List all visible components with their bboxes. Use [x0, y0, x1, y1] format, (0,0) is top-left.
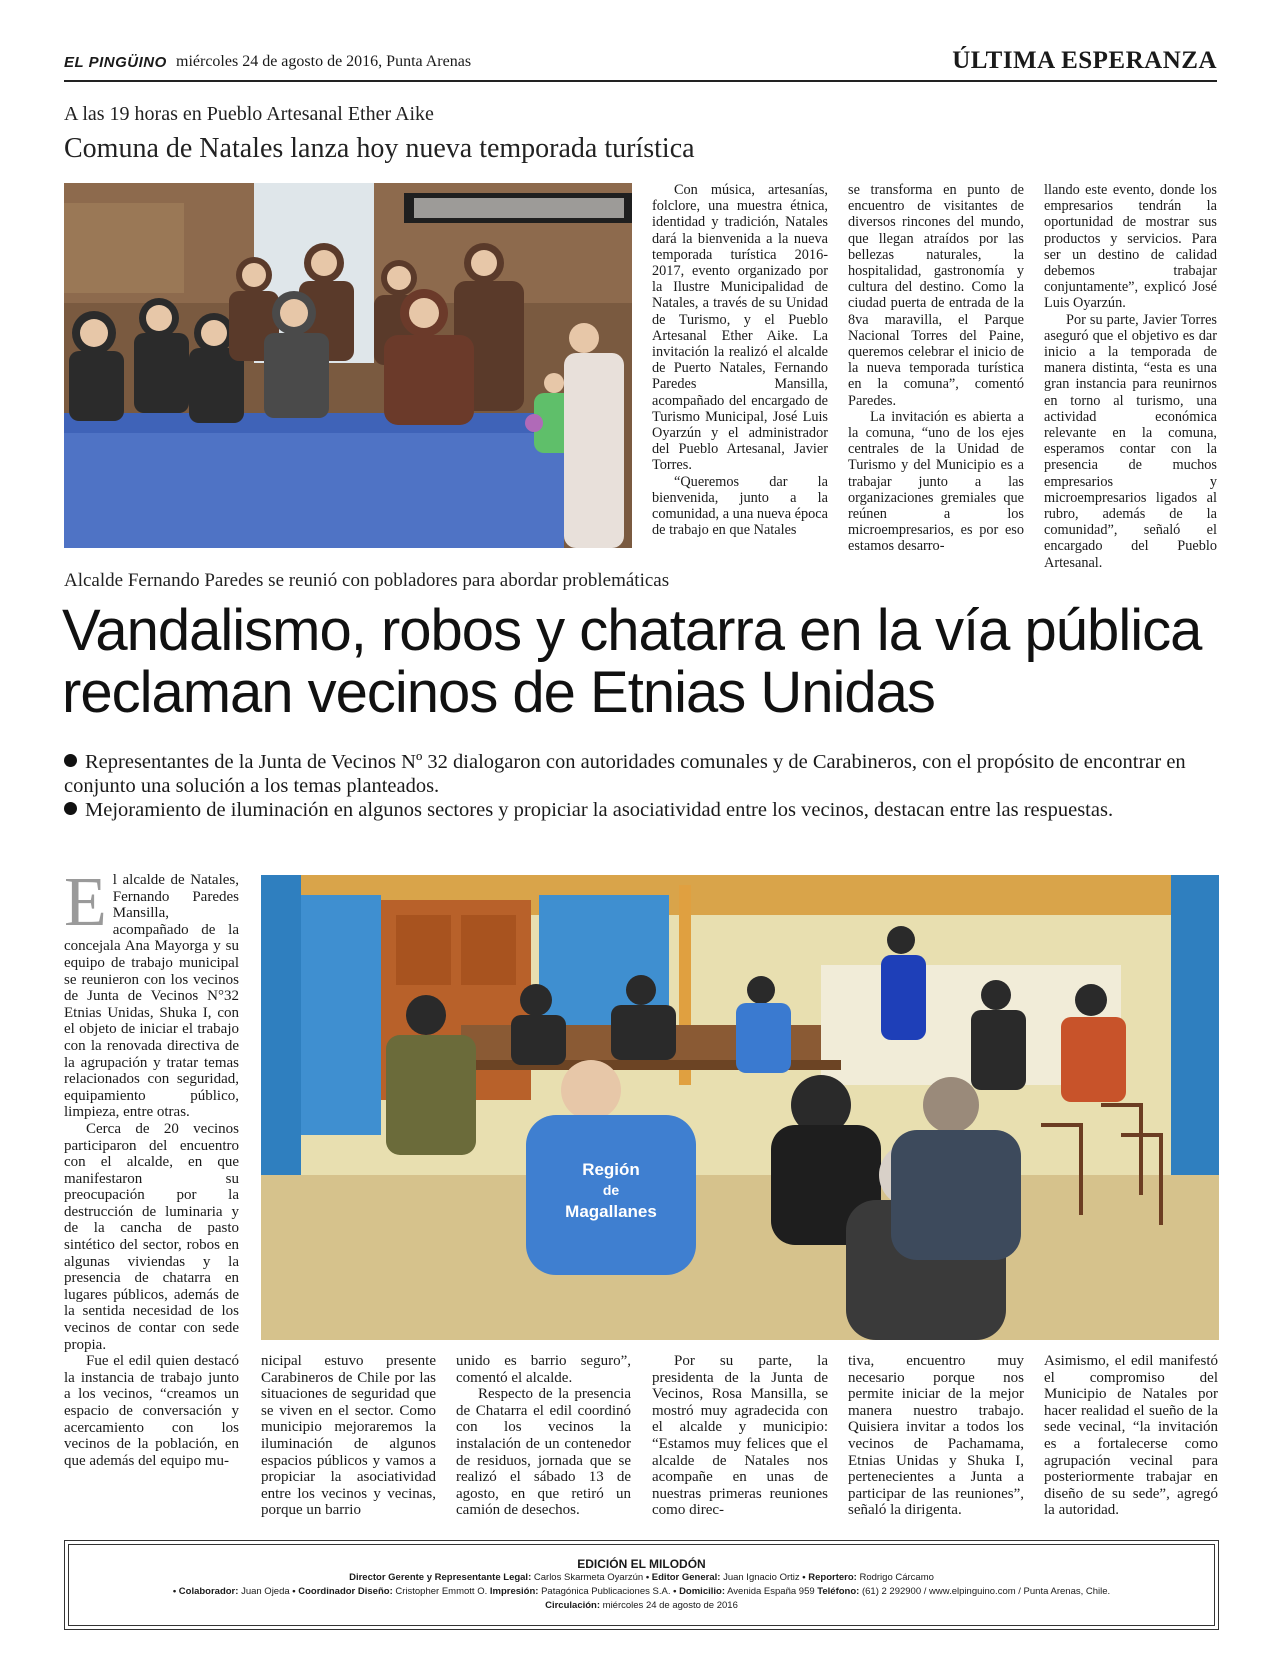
credits-inner [68, 1544, 1215, 1626]
article1-kicker: A las 19 horas en Pueblo Artesanal Ether Aike [64, 103, 434, 125]
summary-bullet [64, 798, 1219, 822]
summary-bullet-text: Representantes de la Junta de Vecinos Nº 32 dialogaron con autoridades comunales y de Carabineros, con el propósito de encontrar en conjunto una solución a los temas planteados. [64, 751, 1186, 797]
article1-column-3 [1044, 182, 1217, 571]
publication-date: miércoles 24 de agosto de 2016, Punta Arenas [176, 53, 472, 70]
article2-column-6 [1044, 1353, 1218, 1519]
article2-column-3 [456, 1353, 631, 1519]
article2-paragraph: tiva, encuentro muy necesario porque nos permite iniciar de la mejor manera nuestro trabajo. Quisiera invitar a todos los vecinos de Pachamama, Etnias Unidas y Shuka I, pertenecientes a Junta a participar de las reuniones”, señaló la dirigenta. [848, 1353, 1024, 1519]
article1-paragraph: Por su parte, Javier Torres aseguró que el objetivo es dar inicio a la temporada de manera distinta, “esta es una gran instancia para reunirnos en torno al turismo, una actividad económica relevante en la comuna, esperamos contar con la presencia de muchos empresarios y microempresarios ligados al rubro, además de la comunidad”, señaló el encargado del Pueblo Artesanal. [1044, 311, 1217, 571]
article2-summary-bullets [64, 750, 1219, 822]
article2-column-4 [652, 1353, 828, 1519]
credits-box [64, 1540, 1219, 1630]
article2-paragraph: Fue el edil quien destacó la instancia de trabajo junto a los vecinos, “creamos un espacio de conversación y acercamiento con los vecinos de la población, en que además del equipo mu- [64, 1353, 239, 1469]
article2-column-2 [261, 1353, 436, 1519]
jacket-label: Región [582, 1160, 640, 1179]
article2-paragraph: Cerca de 20 vecinos participaron del encuentro con el alcalde, en que manifestaron su preocupación por la destrucción de luminaria y de la cancha de pasto sintético del sector, robos en algunas viviendas y la presencia de chatarra en lugares públicos, además de la sentida necesidad de los vecinos de contar con sede propia. [64, 1120, 239, 1353]
article2-paragraph: Asimismo, el edil manifestó el compromiso del Municipio de Natales por hacer realidad el sueño de la sede vecinal, “la invitación es a fortalecerse como agrupación vecinal para posteriormente trabajar en diseño de su sede”, agregó la autoridad. [1044, 1353, 1218, 1519]
article1-headline: Comuna de Natales lanza hoy nueva temporada turística [64, 133, 695, 164]
credit-label: • Domicilio: [673, 1586, 725, 1597]
article1-photo [64, 183, 632, 548]
article2-kicker: Alcalde Fernando Paredes se reunió con pobladores para abordar problemáticas [64, 570, 670, 591]
article2-paragraph [64, 864, 239, 1121]
credit-value: Cristopher Emmott O. [395, 1586, 488, 1597]
summary-bullet-text: Mejoramiento de iluminación en algunos sectores y propiciar la asociatividad entre los vecinos, destacan entre las respuestas. [85, 799, 1114, 821]
credits-line [69, 1585, 1214, 1599]
summary-bullet [64, 750, 1219, 798]
credit-value: Avenida España 959 [727, 1586, 815, 1597]
article2-paragraph: Respecto de la presencia de Chatarra el edil coordinó con los vecinos la instalación de un contenedor de residuos, jornada que se realizó el sábado 13 de agosto, en que retiró un camión de desechos. [456, 1386, 631, 1519]
credit-label: • Coordinador Diseño: [292, 1586, 393, 1597]
drop-cap: E [64, 864, 107, 941]
masthead-logo: EL PINGÜINO [64, 54, 167, 71]
credits-line [69, 1599, 1214, 1613]
credit-label: Circulación: [545, 1600, 601, 1611]
credit-value: miércoles 24 de agosto de 2016 [602, 1600, 738, 1611]
credit-value: Juan Ojeda [241, 1586, 290, 1597]
article2-paragraph: nicipal estuvo presente Carabineros de Chile por las situaciones de seguridad que se viven en el sector. Como municipio mejoraremos la iluminación de algunos espacios públicos y vamos a propiciar la asociatividad entre los vecinos y vecinas, porque un barrio [261, 1353, 436, 1519]
article2-paragraph-text: l alcalde de Natales, Fernando Paredes Mansilla, acompañado de la concejala Ana Mayorga y su equipo de trabajo municipal se reunieron con los vecinos de Junta de Vecinos N°32 Etnias Unidas, Shuka I, con el objeto de iniciar el trabajo con la renovada directiva de la agrupación y tratar temas relacionados con seguridad, equipamiento público, limpieza, entre otras. [64, 872, 239, 1121]
article2-photo [261, 875, 1219, 1340]
bullet-icon [64, 754, 77, 767]
credit-label: • Editor General: [645, 1572, 721, 1583]
article1-paragraph: llando este evento, donde los empresarios tendrán la oportunidad de mostrar sus productos y servicios. Para ser un destino de calidad debemos trabajar conjuntamente”, explicó José Luis Oyarzún. [1044, 182, 1217, 312]
bullet-icon [64, 802, 77, 815]
group-photo-illustration [64, 183, 632, 548]
article1-column-2 [848, 182, 1024, 555]
article2-headline: Vandalismo, robos y chatarra en la vía pública reclaman vecinos de Etnias Unidas [62, 598, 1202, 725]
jacket-label: de [602, 1182, 620, 1198]
article1-paragraph: se transforma en punto de encuentro de visitantes de diversos rincones del mundo, que llegan atraídos por las bellezas naturales, la hospitalidad, gastronomía y cultura del destino. Como la ciudad puerta de entrada de la 8va maravilla, el Parque Nacional Torres del Paine, queremos celebrar el inicio de la nueva temporada turística en la comuna”, comentó Paredes. [848, 182, 1024, 409]
article1-column-1 [652, 182, 828, 538]
credit-label: Director Gerente y Representante Legal: [349, 1572, 532, 1583]
jacket-label: Magallanes [565, 1202, 657, 1221]
credit-value: Juan Ignacio Ortiz [723, 1572, 800, 1583]
page-header [64, 47, 1217, 82]
article2-paragraph: Por su parte, la presidenta de la Junta de Vecinos, Rosa Mansilla, se mostró muy agradecida con el alcalde y municipio: “Estamos muy felices que el alcalde de Natales nos acompañe en unas de nuestras primeras reuniones como direc- [652, 1353, 828, 1519]
section-title: ÚLTIMA ESPERANZA [952, 47, 1217, 74]
meeting-photo-illustration [261, 875, 1219, 1340]
credit-value: Rodrigo Cárcamo [859, 1572, 934, 1583]
credit-value: (61) 2 292900 / www.elpinguino.com / Punta Arenas, Chile. [861, 1586, 1111, 1597]
credit-label: • Reportero: [802, 1572, 857, 1583]
article1-paragraph: “Queremos dar la bienvenida, junto a la comunidad, a una nueva época de trabajo en que Natales [652, 473, 828, 539]
credits-line [69, 1571, 1214, 1585]
credit-label: • Colaborador: [172, 1586, 239, 1597]
credit-value: Patagónica Publicaciones S.A. [541, 1586, 671, 1597]
credits-title: EDICIÓN EL MILODÓN [577, 1557, 706, 1571]
article2-column-1 [64, 864, 239, 1469]
credit-label: Impresión: [489, 1586, 539, 1597]
article2-paragraph: unido es barrio seguro”, comentó el alcalde. [456, 1353, 631, 1386]
article2-column-5 [848, 1353, 1024, 1519]
credit-label: Teléfono: [817, 1586, 860, 1597]
article1-paragraph: La invitación es abierta a la comuna, “uno de los ejes centrales de la Unidad de Turismo y del Municipio es a trabajar junto a las organizaciones gremiales que reúnen a los microempresarios, es por eso estamos desarro- [848, 408, 1024, 555]
article1-paragraph: Con música, artesanías, folclore, una muestra étnica, identidad y tradición, Natales dará la bienvenida a la nueva temporada turística 2016-2017, evento organizado por la Ilustre Municipalidad de Natales, a través de su Unidad de Turismo, y el Pueblo Artesanal Ether Aike. La invitación la realizó el alcalde de Puerto Natales, Fernando Paredes Mansilla, acompañado del encargado de Turismo Municipal, José Luis Oyarzún y el administrador del Pueblo Artesanal, Javier Torres. [652, 182, 828, 474]
credit-value: Carlos Skarmeta Oyarzún [533, 1572, 644, 1583]
